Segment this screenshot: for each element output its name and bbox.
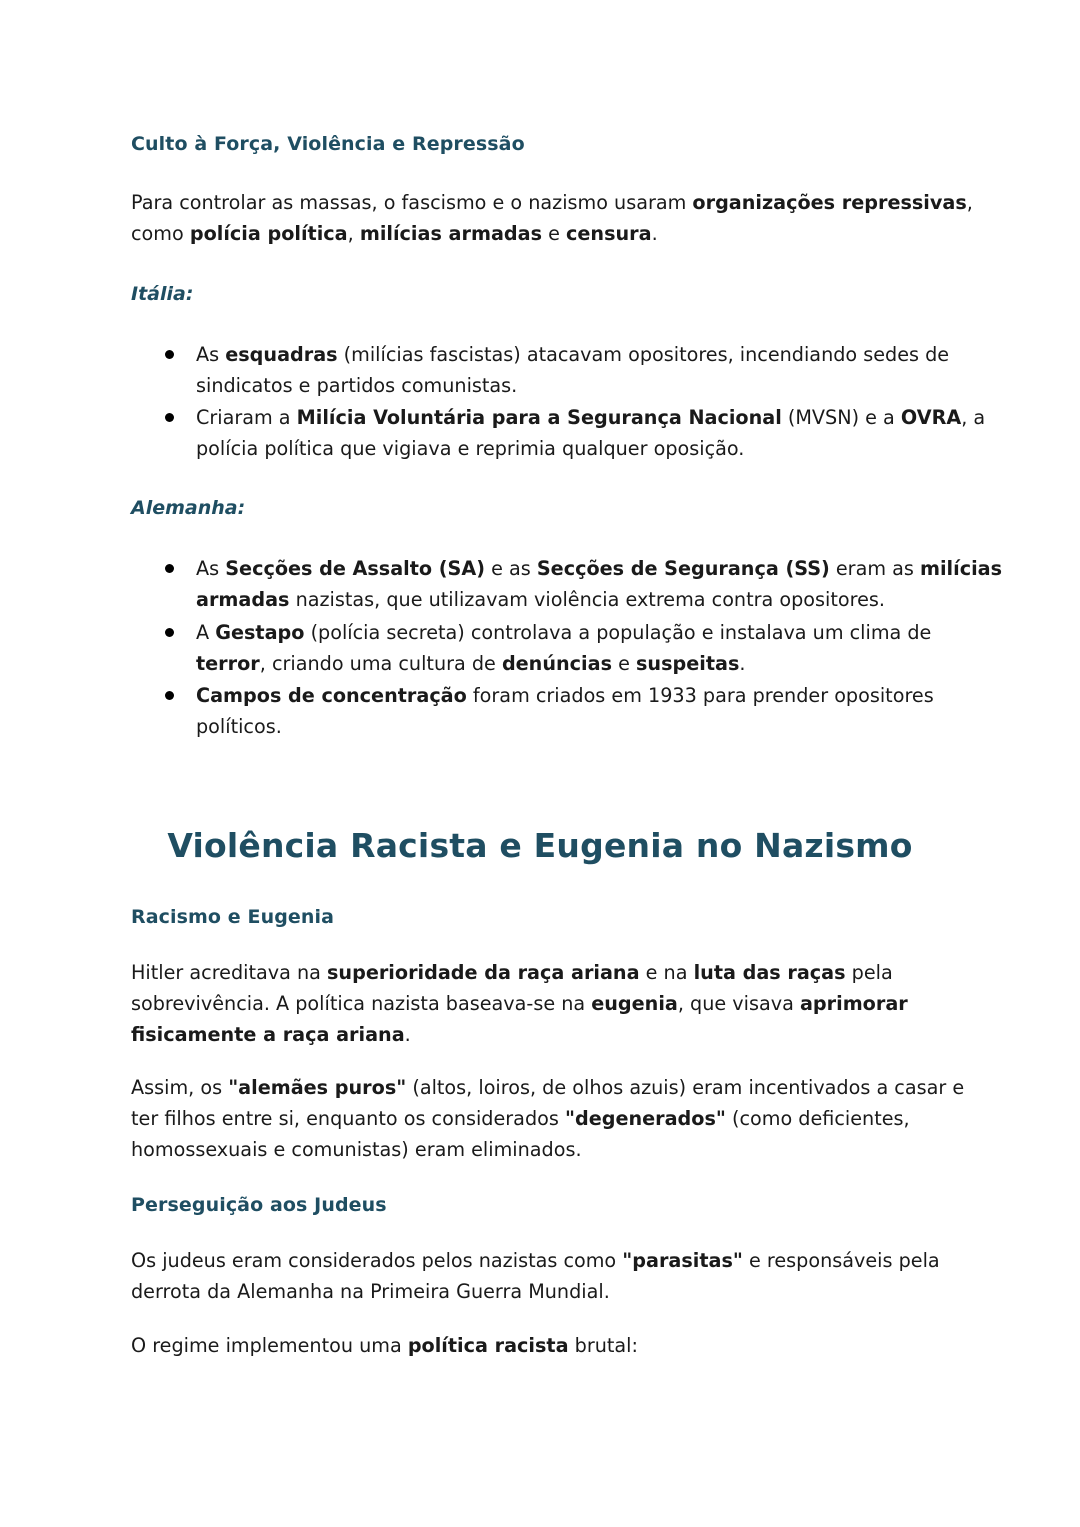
text-run: , que visava — [677, 992, 800, 1015]
list-item — [196, 402, 986, 464]
text-run: como — [131, 222, 190, 245]
text-run: sindicatos e partidos comunistas. — [196, 374, 518, 397]
text-run: polícia política que vigiava e reprimia qualquer oposição. — [196, 437, 745, 460]
text-line — [131, 1019, 960, 1050]
text-run: As — [196, 343, 226, 366]
text-run: e — [612, 652, 637, 675]
section-heading-racism-eugenics: Racismo e Eugenia — [131, 906, 335, 928]
text-line — [131, 1103, 960, 1134]
text-run: eram as — [829, 557, 920, 580]
text-line — [131, 1330, 960, 1361]
text-line — [131, 187, 973, 218]
bold-text: censura — [566, 222, 652, 245]
bold-text: "parasitas" — [622, 1249, 743, 1272]
text-run: A — [196, 621, 216, 644]
list-item — [196, 680, 960, 742]
bold-text: Secções de Assalto (SA) — [225, 557, 485, 580]
bold-text: organizações repressivas — [692, 191, 967, 214]
text-line — [196, 553, 1003, 584]
text-run: políticos. — [196, 715, 282, 738]
section-heading-cult-of-force: Culto à Força, Violência e Repressão — [131, 133, 525, 155]
jews-paragraph-2 — [131, 1330, 960, 1361]
text-line — [196, 370, 960, 401]
text-run: (milícias fascistas) atacavam opositores, incendiando sedes de — [337, 343, 950, 366]
bold-text: eugenia — [591, 992, 678, 1015]
text-run: , criando uma cultura de — [259, 652, 502, 675]
text-run: Hitler acreditava na — [131, 961, 328, 984]
text-line — [131, 1276, 960, 1307]
text-run: ter filhos entre si, enquanto os considerados — [131, 1107, 565, 1130]
text-run: (MVSN) e a — [781, 406, 901, 429]
bold-text: esquadras — [225, 343, 338, 366]
text-line — [131, 218, 960, 249]
text-run: (polícia secreta) controlava a população e instalava um clima de — [304, 621, 932, 644]
bold-text: política racista — [407, 1334, 569, 1357]
bold-text: luta das raças — [693, 961, 846, 984]
section-heading-persecution-jews: Perseguição aos Judeus — [131, 1194, 387, 1216]
bold-text: superioridade da raça ariana — [327, 961, 640, 984]
text-run: e — [542, 222, 567, 245]
text-run: (como deficientes, — [725, 1107, 910, 1130]
bold-text: armadas — [196, 588, 290, 611]
text-run: brutal: — [568, 1334, 638, 1357]
text-run: foram criados em 1933 para prender opositores — [466, 684, 934, 707]
text-line — [131, 1245, 960, 1276]
text-line — [196, 648, 960, 679]
text-run: O regime implementou uma — [131, 1334, 408, 1357]
text-run: As — [196, 557, 226, 580]
text-run: (altos, loiros, de olhos azuis) eram incentivados a casar e — [406, 1076, 965, 1099]
text-line — [131, 988, 960, 1019]
text-run: sobrevivência. A política nazista baseava-se na — [131, 992, 592, 1015]
bold-text: OVRA — [900, 406, 962, 429]
list-item — [196, 617, 960, 679]
text-line — [196, 711, 960, 742]
text-line — [131, 957, 960, 988]
text-run: Os judeus eram considerados pelos nazistas como — [131, 1249, 623, 1272]
text-line — [196, 402, 986, 433]
bold-text: polícia política — [189, 222, 348, 245]
racism-paragraph-1 — [131, 957, 960, 1050]
bold-text: denúncias — [501, 652, 612, 675]
text-run: e responsáveis pela — [742, 1249, 940, 1272]
text-run: . — [651, 222, 658, 245]
bold-text: Gestapo — [215, 621, 305, 644]
racism-paragraph-2 — [131, 1072, 965, 1165]
bold-text: suspeitas — [636, 652, 740, 675]
text-run: . — [404, 1023, 411, 1046]
bold-text: Secções de Segurança (SS) — [536, 557, 830, 580]
text-line — [196, 617, 960, 648]
text-line — [196, 339, 960, 370]
text-run: Criaram a — [196, 406, 297, 429]
section-title-racist-violence: Violência Racista e Eugenia no Nazismo — [167, 826, 913, 865]
text-run: Para controlar as massas, o fascismo e o nazismo usaram — [131, 191, 693, 214]
subheading-italy: Itália: — [131, 283, 194, 305]
bold-text: "degenerados" — [564, 1107, 726, 1130]
bold-text: fisicamente a raça ariana — [131, 1023, 405, 1046]
text-run: , a — [961, 406, 986, 429]
text-run: e na — [639, 961, 694, 984]
text-run: e as — [485, 557, 537, 580]
bold-text: Campos de concentração — [196, 684, 467, 707]
text-run: derrota da Alemanha na Primeira Guerra Mundial. — [131, 1280, 610, 1303]
text-run: , — [966, 191, 973, 214]
intro-paragraph — [131, 187, 973, 249]
list-item — [196, 339, 960, 401]
text-line — [196, 433, 960, 464]
text-line — [131, 1072, 965, 1103]
bold-text: milícias — [919, 557, 1003, 580]
text-run: . — [739, 652, 746, 675]
text-run: homossexuais e comunistas) eram eliminados. — [131, 1138, 582, 1161]
bold-text: "alemães puros" — [228, 1076, 407, 1099]
subheading-germany: Alemanha: — [131, 497, 246, 519]
text-line — [131, 1134, 960, 1165]
bold-text: aprimorar — [799, 992, 908, 1015]
bold-text: terror — [196, 652, 260, 675]
text-line — [196, 680, 960, 711]
bold-text: Milícia Voluntária para a Segurança Nacional — [296, 406, 782, 429]
text-line — [196, 584, 960, 615]
bold-text: milícias armadas — [359, 222, 543, 245]
list-item — [196, 553, 1003, 615]
text-run: Assim, os — [131, 1076, 229, 1099]
text-run: , — [347, 222, 360, 245]
text-run: pela — [845, 961, 893, 984]
jews-paragraph-1 — [131, 1245, 960, 1307]
text-run: nazistas, que utilizavam violência extrema contra opositores. — [289, 588, 885, 611]
